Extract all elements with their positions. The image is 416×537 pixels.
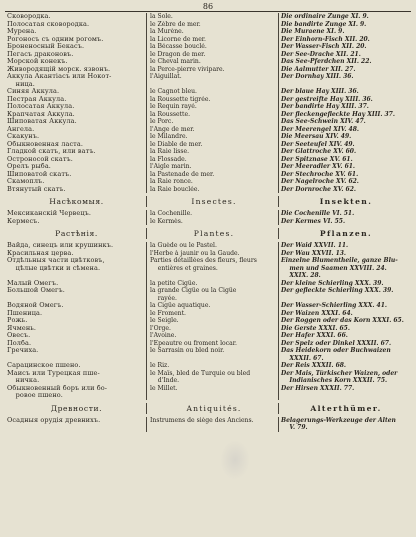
russian-term: Гладкой скатъ, или ватъ. [5, 148, 147, 156]
german-term: Der Reis XXXII. 68. [281, 362, 347, 369]
french-term: l'Aiguillat. [147, 73, 279, 88]
german-term: Belagerungs-Werkzeuge der Alten V. 79. [281, 416, 396, 431]
french-term: la Licorne de mer. [147, 36, 279, 44]
french-term: Instrumens de siège des Anciens. [147, 417, 279, 432]
french-term: la grande Cigüe ou la Cigüe rayée. [147, 287, 279, 302]
german-term: Die Cochenille VI. 51. [281, 210, 355, 217]
index-entry-row [5, 36, 411, 44]
section-heading-german: Alterthümer. [310, 403, 382, 413]
french-term: la Roussette. [147, 111, 279, 119]
german-term: Einzelne Blumentheile, ganze Blu- men und Saamen XXVIII. 24. XXIX. 28. [281, 257, 398, 279]
header-rule [5, 11, 411, 12]
french-term: le Cheval marin. [147, 58, 279, 66]
russian-term: Овесъ. [5, 332, 147, 340]
index-entry-row [5, 287, 411, 302]
paper-stain [220, 440, 250, 480]
french-term: la Pastenade de mer. [147, 171, 279, 179]
index-entry-row [5, 250, 411, 258]
russian-term: Полба. [5, 340, 147, 348]
french-term: la Cochenille. [147, 210, 279, 218]
french-term: l'Orge. [147, 325, 279, 333]
index-entry-row [5, 43, 411, 51]
index-entry-row [5, 280, 411, 288]
russian-term: Обыкновенный боръ или бо- ровое пшено. [5, 385, 147, 400]
section-heading-french: Antiquités. [147, 403, 279, 414]
french-term: le Millet. [147, 385, 279, 400]
index-entry-row [5, 103, 411, 111]
german-term: Das Heidekorn oder Buchwaizen XXXII. 67. [281, 347, 391, 362]
section-heading-german: Insekten. [319, 197, 373, 206]
index-entry-row [5, 111, 411, 119]
french-term: la Cigüe aquatique. [147, 302, 279, 310]
german-term: Der Wasser-Fisch XII. 20. [281, 43, 367, 50]
index-entry-row [5, 126, 411, 134]
german-term: Der Meeradler XV. 61. [281, 163, 356, 170]
russian-term: Водяной Омегъ. [5, 302, 147, 310]
german-term: Der Dornroche XV. 62. [281, 185, 356, 193]
russian-term: Пестрая Аккула. [5, 96, 147, 104]
index-entry-row [5, 118, 411, 126]
index-entry-row [5, 96, 411, 104]
index-entry-row [5, 51, 411, 59]
french-term: le Kermès. [147, 218, 279, 226]
section-heading-row [5, 228, 411, 239]
russian-term: Полосатая Аккула. [5, 103, 147, 111]
index-entry-row [5, 13, 411, 21]
russian-term: Мексиканскій Червецъ. [5, 210, 147, 218]
french-term: la Raie bouclée. [147, 186, 279, 194]
german-term: Der Meerengel XIV. 48. [281, 125, 359, 133]
german-term: Der gestreifte Hay XIII. 36. [281, 95, 373, 103]
german-term: Der Hirsen XXXII. 77. [281, 384, 355, 392]
german-term: Das See-Pferdchen XII. 22. [281, 58, 372, 65]
russian-term: Остроносой скатъ. [5, 156, 147, 164]
section-heading-french: Plantes. [147, 228, 279, 239]
german-term: Der bandirte Hay XIII. 37. [281, 103, 369, 110]
french-term: la Guède ou le Pastel. [147, 242, 279, 250]
russian-term: Кермесъ. [5, 218, 147, 226]
french-term: le Zèbre de mer. [147, 21, 279, 29]
german-term: Der Seeteufel XIV. 49. [281, 140, 355, 148]
index-entry-row [5, 325, 411, 333]
section-heading-row [5, 403, 411, 414]
index-entry-row [5, 156, 411, 164]
russian-term: Вайда, синецъ или крушинкъ. [5, 242, 147, 250]
index-entry-row [5, 310, 411, 318]
german-term: Der Mais, Türkischer Waizen, oder Indianisches Korn XXXII. 75. [281, 369, 398, 384]
russian-term: Пегасъ драконовъ. [5, 51, 147, 59]
french-term: l'Avoine. [147, 332, 279, 340]
index-entry-row [5, 218, 411, 226]
russian-term: Гречиха. [5, 347, 147, 362]
german-term: Die Meersau XIV. 49. [281, 133, 352, 140]
index-entry-row [5, 141, 411, 149]
trilingual-index-table [5, 13, 411, 432]
index-entry-row [5, 178, 411, 186]
french-term: le Dragon de mer. [147, 51, 279, 59]
index-entry-row [5, 88, 411, 96]
index-entry-row [5, 340, 411, 348]
french-term: la Bécasse bouclé. [147, 43, 279, 51]
german-term: Der blaue Hay XIII. 36. [281, 88, 359, 95]
french-term: l'Herbe à jaunir ou la Gaude. [147, 250, 279, 258]
index-entry-row [5, 148, 411, 156]
german-term: Der Kermes VI. 55. [281, 217, 346, 225]
section-heading-french: Insectes. [147, 196, 279, 207]
german-term: Der Waizen XXXI. 64. [281, 309, 353, 317]
index-entry-row [5, 58, 411, 66]
german-term: Der Waid XXVII. 11. [281, 242, 349, 249]
section-heading-german: Pflanzen. [319, 229, 373, 238]
index-entry-row [5, 362, 411, 370]
french-term: Parties détaillées des fleurs, fleurs entières et graines. [147, 257, 279, 280]
french-term: la petite Cigüe. [147, 280, 279, 288]
german-term: Der See-Drache XII. 21. [281, 50, 361, 58]
german-term: Die Aalmutter XII. 27. [281, 65, 356, 73]
french-term: le Seigle. [147, 317, 279, 325]
german-term: Die Gerste XXXI. 65. [281, 324, 350, 332]
russian-term: Ячмень. [5, 325, 147, 333]
index-entry-row [5, 242, 411, 250]
russian-term: Осадныя орудія древнихъ. [5, 417, 147, 432]
index-entry-row [5, 66, 411, 74]
french-term: la Flossade. [147, 156, 279, 164]
french-term: le Diable de mer. [147, 141, 279, 149]
index-entry-row [5, 332, 411, 340]
german-term: Der Hafer XXXI. 66. [281, 332, 348, 339]
index-entry-row [5, 370, 411, 385]
german-term: Die bandirte Zunge XI. 9. [281, 20, 367, 28]
german-term: Die ordinaire Zunge XI. 9. [281, 13, 369, 20]
index-entry-row [5, 186, 411, 194]
german-term: Der fleckengefleckte Hay XIII. 37. [281, 110, 395, 118]
french-term: la Sole. [147, 13, 279, 21]
french-term: la Raie lisse. [147, 148, 279, 156]
german-term: Der Wasser-Schierling XXX. 41. [281, 302, 387, 309]
index-entry-row [5, 257, 411, 280]
russian-term: Броненосный Бекасъ. [5, 43, 147, 51]
index-entry-row [5, 347, 411, 362]
section-heading-row [5, 196, 411, 207]
index-entry-row [5, 302, 411, 310]
french-term: l'Ange de mer. [147, 126, 279, 134]
russian-term: Скамоплъ. [5, 178, 147, 186]
german-term: Der Dornhay XIII. 36. [281, 73, 354, 80]
french-term: la Murène. [147, 28, 279, 36]
index-entry-row [5, 21, 411, 29]
russian-term: Аккула Акантіасъ или Нокот- ница. [5, 73, 147, 88]
russian-term: Синяя Аккула. [5, 88, 147, 96]
russian-term: Втянутый скатъ. [5, 186, 147, 194]
french-term: l'Aigle marin. [147, 163, 279, 171]
russian-term: Скакунъ. [5, 133, 147, 141]
german-term: Der Einhorn-Fisch XII. 20. [281, 35, 370, 43]
german-term: Der Wau XXVII. 13. [281, 249, 347, 257]
german-term: Das See-Schwein XIV. 47. [281, 118, 366, 125]
russian-term: Маисъ или Турецкая пше- ничка. [5, 370, 147, 385]
french-term: la Raie ronce. [147, 178, 279, 186]
russian-term: Рогоносъ съ одним рогомъ. [5, 36, 147, 44]
russian-term: Большой Омегъ. [5, 287, 147, 302]
index-entry-row [5, 73, 411, 88]
german-term: Der Spitznase XV. 61. [281, 155, 353, 163]
french-term: la Roussette tigrée. [147, 96, 279, 104]
index-entry-row [5, 171, 411, 179]
german-term: Der Nagelroche XV. 62. [281, 178, 359, 185]
index-entry-row [5, 28, 411, 36]
russian-term: Сковородка. [5, 13, 147, 21]
french-term: le Riz. [147, 362, 279, 370]
russian-term: Отдѣльныя части цвѣтковъ, цѣлые цвѣтки и сѣмена. [5, 257, 147, 280]
french-term: le Requin rayé. [147, 103, 279, 111]
russian-term: Полосатая сковородка. [5, 21, 147, 29]
french-term: l'Epeautre ou froment locar. [147, 340, 279, 348]
index-entry-row [5, 385, 411, 400]
russian-term: Морской конекъ. [5, 58, 147, 66]
russian-term: Обыкновенная ласта. [5, 141, 147, 149]
russian-term: Пшеница. [5, 310, 147, 318]
index-entry-row [5, 210, 411, 218]
german-term: Der Glattroche XV. 60. [281, 148, 357, 155]
french-term: le Milandre. [147, 133, 279, 141]
french-term: le Cagnot bleu. [147, 88, 279, 96]
french-term: le Sarrasin ou bled noir. [147, 347, 279, 362]
russian-term: Орелъ рыба. [5, 163, 147, 171]
french-term: la Perce-pierre vivipare. [147, 66, 279, 74]
page-number: 86 [202, 2, 214, 11]
french-term: le Maïs, bled de Turquie ou bled d'Inde. [147, 370, 279, 385]
russian-term: Шиповатая Аккула. [5, 118, 147, 126]
index-entry-row [5, 317, 411, 325]
russian-term: Малый Омегъ. [5, 280, 147, 288]
french-term: le Porc. [147, 118, 279, 126]
index-entry-row [5, 133, 411, 141]
russian-term: Живородящій морск. язвонъ. [5, 66, 147, 74]
german-term: Der Roggen oder das Korn XXXI. 65. [281, 317, 404, 324]
german-term: Die Muraene XI. 9. [281, 28, 345, 35]
german-term: Der Spelz oder Dinkel XXXII. 67. [281, 339, 392, 347]
russian-term: Сарацинское пшено. [5, 362, 147, 370]
section-heading-russian: Древности. [5, 403, 147, 414]
russian-term: Красильная церва. [5, 250, 147, 258]
index-entry-row [5, 163, 411, 171]
russian-term: Рожь. [5, 317, 147, 325]
section-heading-russian: Насѣкомыя. [5, 196, 147, 207]
french-term: le Froment. [147, 310, 279, 318]
german-term: Der Stechroche XV. 61. [281, 170, 359, 178]
german-term: Der gefleckte Schierling XXX. 39. [281, 287, 394, 294]
russian-term: Крапчатая Аккула. [5, 111, 147, 119]
index-entry-row [5, 417, 411, 432]
russian-term: Шиповатой скатъ. [5, 171, 147, 179]
german-term: Der kleine Schierling XXX. 39. [281, 279, 384, 287]
russian-term: Ангела. [5, 126, 147, 134]
section-heading-russian: Растѣнія. [5, 228, 147, 239]
russian-term: Мурена. [5, 28, 147, 36]
